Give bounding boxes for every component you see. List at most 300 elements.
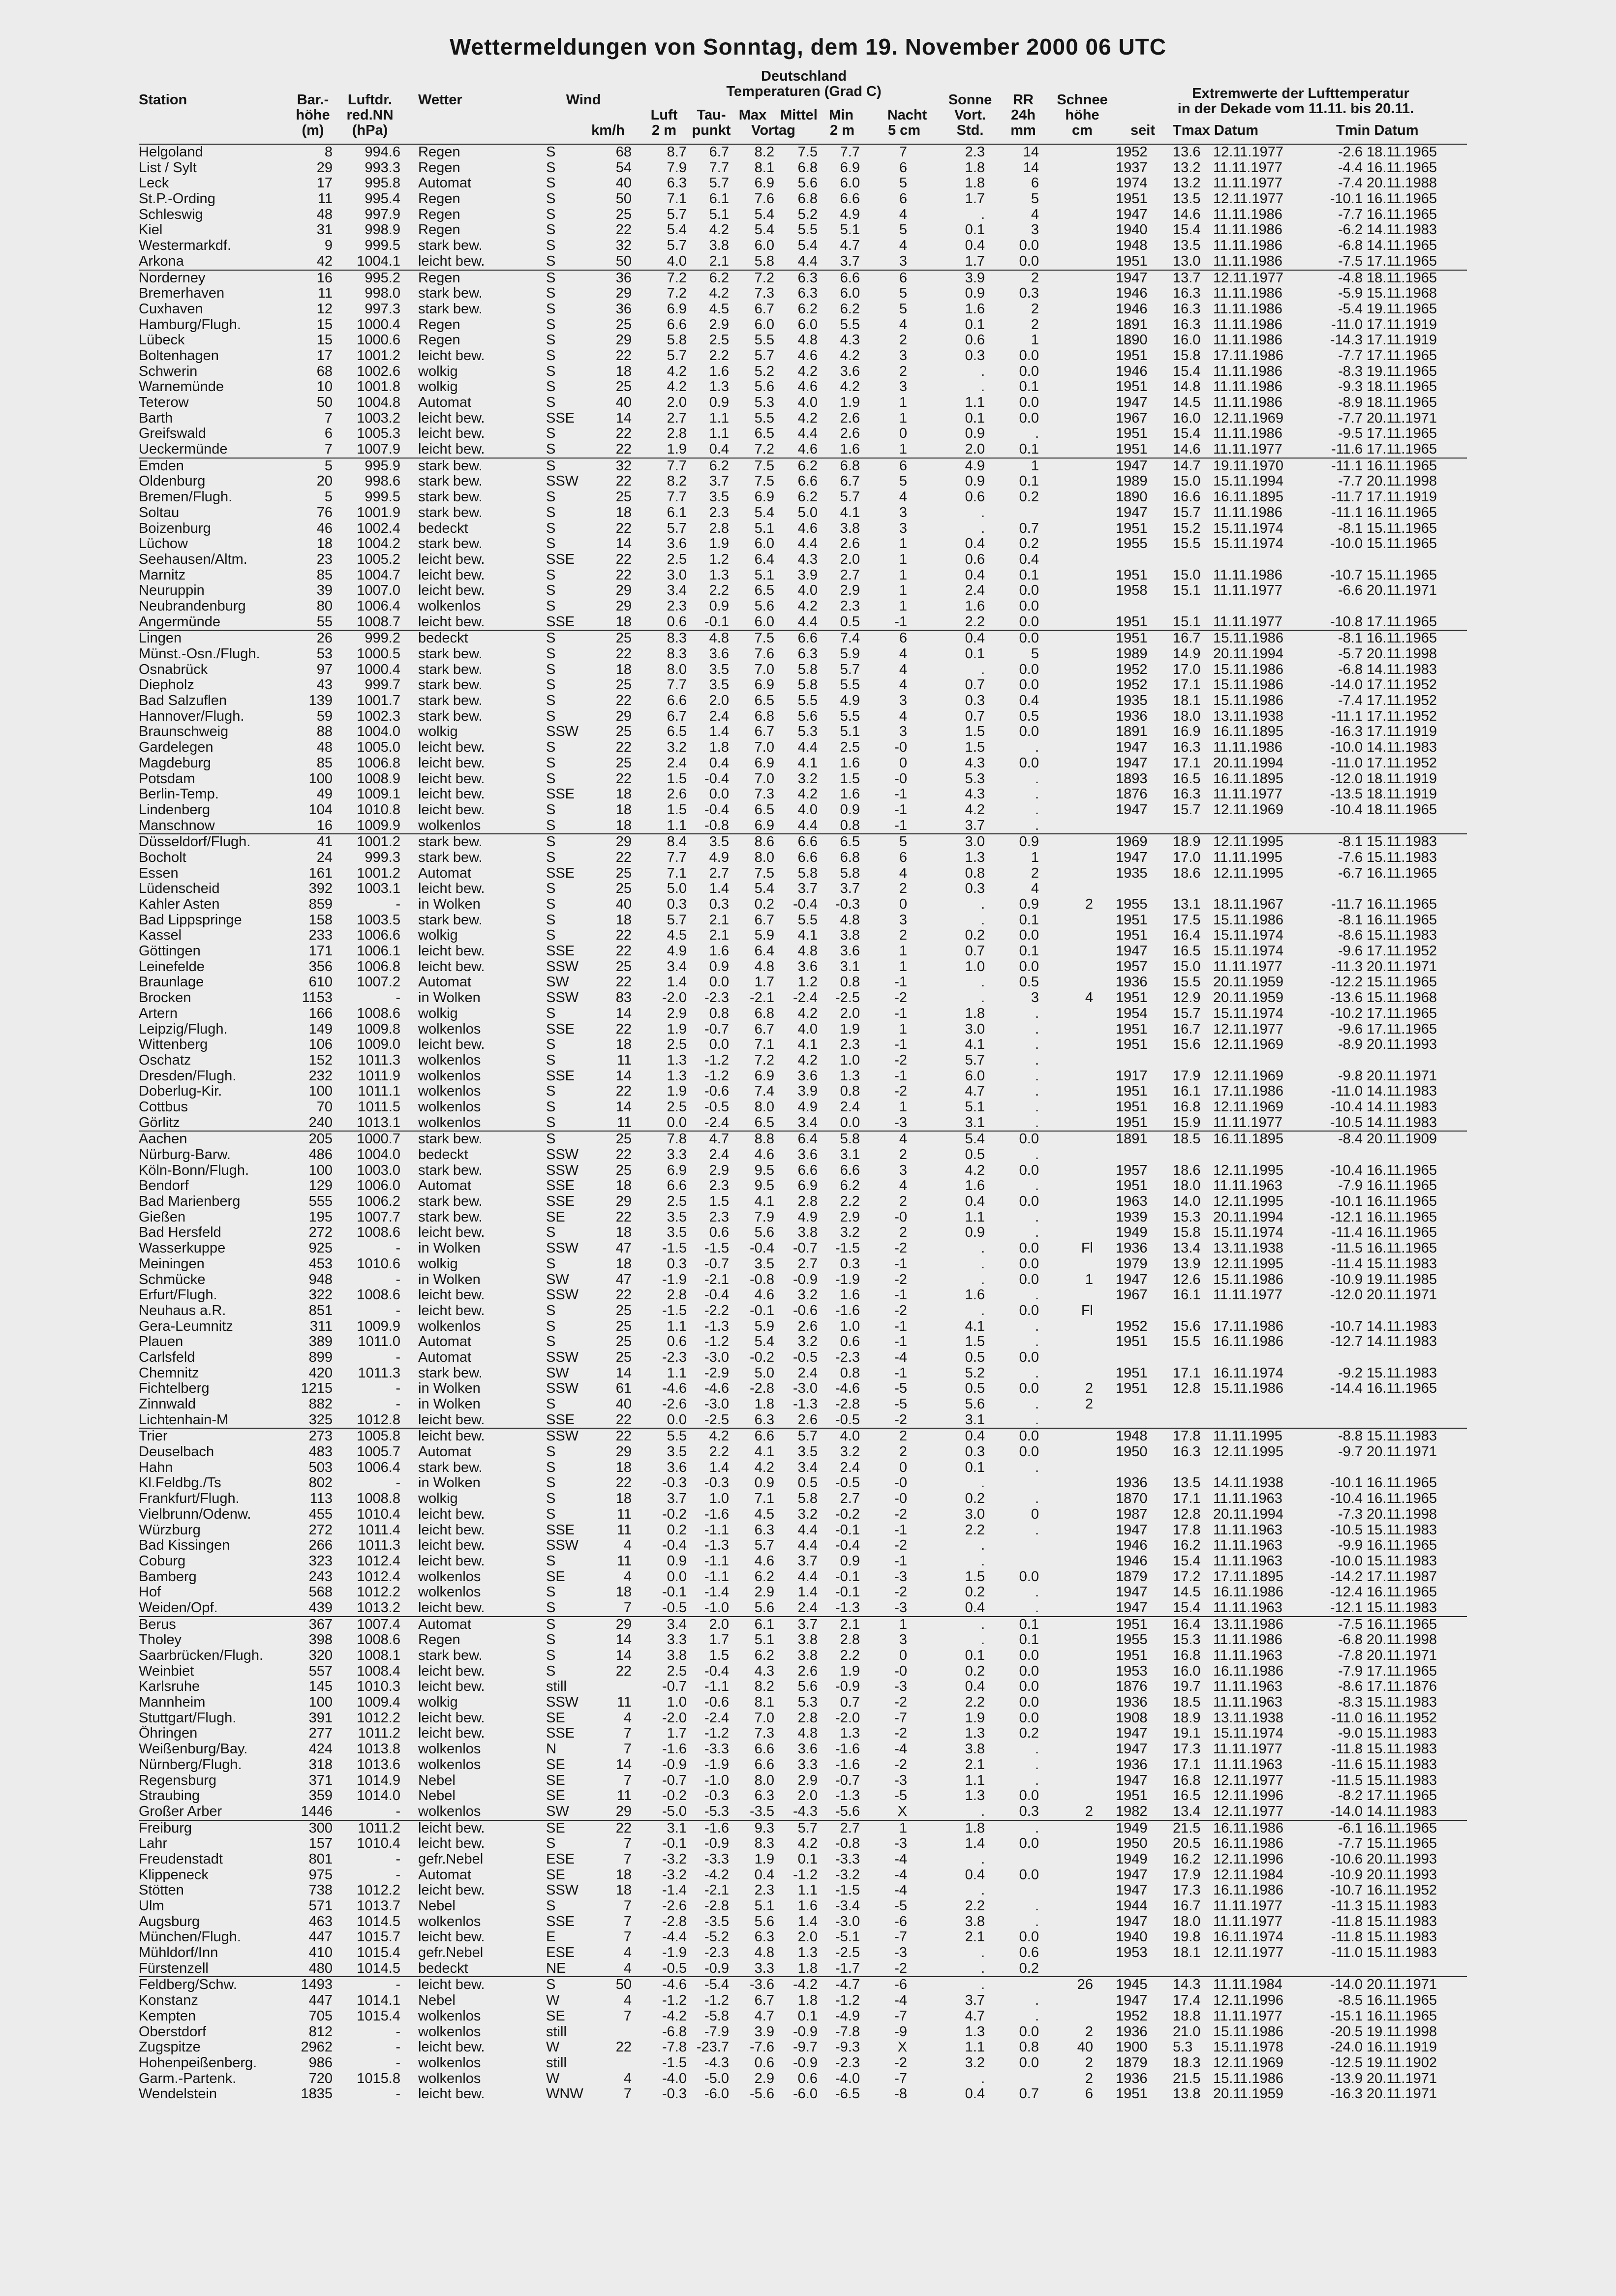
cell-rr-24h: 0.0	[1019, 1663, 1039, 1679]
cell-seit: 1949	[1116, 1820, 1148, 1836]
cell-max-vortag: 6.7	[754, 301, 774, 317]
cell-nacht-5cm: -2	[894, 1506, 907, 1522]
cell-luft-2m: -4.2	[662, 2008, 687, 2024]
cell-seit: 1946	[1116, 363, 1148, 379]
cell-nacht-5cm: 6	[899, 630, 907, 646]
cell-min-2m: 4.3	[840, 332, 860, 348]
cell-luft-2m: -4.0	[662, 2070, 687, 2086]
cell-taupunkt: -7.9	[704, 2023, 729, 2040]
cell-min-2m: 1.0	[840, 1318, 860, 1334]
cell-station: Meiningen	[139, 1255, 205, 1272]
cell-min-2m: -4.7	[835, 1977, 860, 1993]
cell-station: Lahr	[139, 1836, 168, 1852]
table-row	[139, 1491, 1467, 1507]
cell-wetter: in Wolken	[418, 1475, 481, 1491]
cell-tmin-datum: 18.11.1965	[1367, 801, 1437, 818]
cell-station: Greifswald	[139, 426, 206, 442]
cell-luftdruck: 1013.8	[357, 1741, 400, 1757]
cell-mittel: 2.6	[797, 1411, 818, 1428]
cell-bar-hoehe: 129	[308, 1178, 333, 1194]
cell-tmax-datum: 11.11.1963	[1213, 1679, 1282, 1695]
cell-sonne: 0.6	[965, 489, 985, 505]
cell-tmax: 15.7	[1173, 801, 1201, 818]
cell-mittel: 3.2	[797, 1287, 818, 1303]
cell-mittel: 4.2	[797, 1052, 818, 1068]
cell-tmin: -9.8	[1338, 1068, 1363, 1084]
cell-seit: 1958	[1116, 582, 1148, 599]
cell-bar-hoehe: 801	[308, 1851, 333, 1867]
cell-rr-24h: 0.0	[1019, 1380, 1039, 1397]
cell-tmin: -11.8	[1331, 1913, 1363, 1929]
cell-rr-24h: 1	[1031, 458, 1039, 474]
cell-max-vortag: 7.9	[754, 1209, 774, 1225]
cell-wetter: in Wolken	[418, 1396, 481, 1412]
cell-wind-kmh: 22	[615, 347, 632, 364]
cell-station: Bad Kissingen	[139, 1537, 230, 1554]
cell-sonne: 2.2	[965, 1898, 985, 1914]
cell-max-vortag: 6.4	[754, 551, 774, 567]
cell-mittel: 4.4	[797, 426, 818, 442]
cell-tmin-datum: 15.11.1968	[1367, 285, 1437, 302]
cell-nacht-5cm: -1	[894, 1522, 907, 1538]
cell-max-vortag: 6.4	[754, 943, 774, 959]
cell-tmax-datum: 17.11.1986	[1213, 1083, 1283, 1100]
cell-luftdruck: 999.2	[365, 630, 400, 646]
cell-max-vortag: 7.5	[754, 458, 774, 474]
cell-bar-hoehe: 1835	[301, 2086, 333, 2102]
cell-taupunkt: 1.0	[709, 1491, 729, 1507]
cell-nacht-5cm: -1	[894, 1068, 907, 1084]
cell-max-vortag: 7.6	[754, 646, 774, 662]
cell-bar-hoehe: 555	[308, 1194, 333, 1210]
cell-nacht-5cm: 2	[899, 1444, 907, 1460]
cell-rr-24h: 0.0	[1019, 724, 1039, 740]
cell-rr-24h: 0.0	[1019, 958, 1039, 975]
cell-max-vortag: 5.6	[754, 1599, 774, 1616]
cell-wind-kmh: 25	[615, 1349, 632, 1365]
cell-taupunkt: -1.2	[704, 1068, 729, 1084]
cell-bar-hoehe: 483	[308, 1444, 333, 1460]
cell-wetter: leicht bew.	[418, 1710, 485, 1726]
cell-tmax: 19.7	[1173, 1679, 1201, 1695]
cell-bar-hoehe: 23	[316, 551, 333, 567]
cell-rr-24h: .	[1035, 1037, 1039, 1053]
header-luftdr-1: Luftdr.	[347, 92, 393, 108]
cell-min-2m: 2.1	[840, 1616, 860, 1632]
cell-tmax: 15.4	[1173, 222, 1201, 238]
cell-wind-richtung: S	[546, 1005, 556, 1021]
cell-mittel: 6.2	[797, 458, 818, 474]
cell-luft-2m: -2.6	[662, 1396, 687, 1412]
cell-tmax-datum: 20.11.1994	[1213, 646, 1283, 662]
cell-wetter: stark bew.	[418, 1459, 483, 1475]
cell-mittel: 5.6	[797, 175, 818, 191]
cell-bar-hoehe: 48	[316, 739, 333, 756]
cell-tmax: 13.6	[1173, 144, 1201, 160]
cell-rr-24h: 0.0	[1019, 395, 1039, 410]
cell-mittel: 3.6	[797, 1147, 818, 1163]
cell-luftdruck: -	[396, 1867, 400, 1883]
cell-tmax: 15.2	[1173, 520, 1201, 536]
cell-tmin: -11.0	[1331, 1945, 1363, 1961]
table-row	[139, 599, 1467, 614]
cell-tmax: 18.0	[1173, 1913, 1201, 1929]
table-row	[139, 1664, 1467, 1680]
cell-sonne: .	[980, 1537, 985, 1554]
cell-nacht-5cm: -2	[894, 1083, 907, 1100]
cell-luftdruck: 1011.5	[358, 1099, 400, 1115]
cell-wind-kmh: 22	[615, 739, 632, 756]
table-row	[139, 1100, 1467, 1115]
cell-luftdruck: 994.6	[365, 144, 400, 160]
cell-wetter: leicht bew.	[418, 1287, 485, 1303]
cell-min-2m: 0.5	[840, 613, 860, 630]
cell-rr-24h: 0.2	[1019, 1960, 1039, 1976]
cell-min-2m: -3.4	[835, 1898, 860, 1914]
cell-tmax-datum: 15.11.1978	[1213, 2039, 1283, 2055]
cell-sonne: 0.4	[965, 1428, 985, 1444]
cell-mittel: 4.0	[797, 1021, 818, 1037]
cell-min-2m: -5.1	[835, 1929, 860, 1945]
cell-taupunkt: 2.7	[709, 865, 729, 881]
cell-tmin-datum: 14.11.1965	[1367, 238, 1437, 254]
header-bar-hoehe-1: Bar.-	[297, 92, 329, 108]
cell-luftdruck: 1010.4	[357, 1506, 400, 1522]
cell-schneehoehe: 40	[1077, 2039, 1093, 2055]
cell-rr-24h: 1	[1031, 849, 1039, 865]
cell-tmin: -7.3	[1338, 1506, 1363, 1522]
cell-tmax-datum: 15.11.1986	[1213, 661, 1283, 677]
cell-nacht-5cm: -0	[894, 770, 907, 787]
cell-max-vortag: 4.5	[754, 1506, 774, 1522]
cell-wetter: Regen	[418, 206, 460, 222]
cell-tmin-datum: 16.11.1952	[1367, 1710, 1437, 1726]
cell-tmin-datum: 20.11.1971	[1367, 582, 1437, 599]
cell-mittel: 2.6	[797, 1318, 818, 1334]
cell-wind-richtung: S	[546, 849, 556, 865]
cell-min-2m: 3.1	[840, 1147, 860, 1163]
cell-wind-kmh: 22	[615, 473, 632, 490]
cell-rr-24h: .	[1035, 1365, 1039, 1381]
cell-taupunkt: 6.2	[709, 458, 729, 474]
cell-wind-richtung: SSW	[546, 1287, 579, 1303]
cell-sonne: 0.1	[965, 646, 985, 662]
cell-wind-kmh: 54	[615, 159, 632, 176]
cell-min-2m: -0.2	[835, 1506, 860, 1522]
cell-mittel: 1.4	[797, 1913, 818, 1929]
cell-luft-2m: 2.3	[667, 598, 687, 614]
cell-station: München/Flugh.	[139, 1929, 241, 1945]
cell-tmin: -15.1	[1330, 2008, 1363, 2024]
cell-station: Gardelegen	[139, 739, 213, 756]
cell-tmax-datum: 12.11.1969	[1213, 1068, 1283, 1084]
cell-min-2m: 2.3	[840, 598, 860, 614]
cell-rr-24h: .	[1035, 1334, 1039, 1350]
cell-mittel: 3.8	[797, 1648, 818, 1663]
cell-wetter: Automat	[418, 1444, 471, 1460]
cell-sonne: 4.9	[965, 458, 985, 474]
cell-luftdruck: 998.0	[365, 285, 400, 302]
cell-sonne: .	[980, 974, 985, 990]
cell-rr-24h: 1	[1031, 332, 1039, 348]
cell-station: Leck	[139, 175, 169, 191]
table-row	[139, 1820, 1467, 1837]
cell-nacht-5cm: -2	[894, 1302, 907, 1318]
cell-luft-2m: 3.0	[667, 567, 687, 583]
cell-tmax: 15.5	[1173, 1334, 1201, 1350]
cell-tmin: -16.3	[1330, 2086, 1363, 2102]
cell-taupunkt: -2.1	[704, 1882, 729, 1898]
cell-tmin: -10.2	[1330, 1005, 1363, 1021]
cell-luft-2m: 4.2	[667, 379, 687, 395]
cell-bar-hoehe: 88	[316, 724, 333, 740]
cell-tmax-datum: 11.11.1986	[1213, 316, 1282, 333]
cell-station: Augsburg	[139, 1913, 200, 1929]
cell-tmin-datum: 15.11.1965	[1367, 1836, 1437, 1852]
cell-tmin-datum: 16.11.1965	[1367, 1240, 1437, 1256]
cell-taupunkt: -1.1	[704, 1553, 729, 1569]
cell-nacht-5cm: 1	[899, 551, 907, 567]
cell-bar-hoehe: 195	[308, 1209, 333, 1225]
cell-sonne: 5.1	[965, 1099, 985, 1115]
cell-nacht-5cm: -0	[894, 1209, 907, 1225]
cell-sonne: 1.3	[965, 1725, 985, 1742]
cell-wind-richtung: still	[546, 2054, 567, 2071]
cell-mittel: 5.3	[797, 724, 818, 740]
cell-tmax-datum: 15.11.1986	[1213, 2070, 1283, 2086]
cell-tmin: -11.7	[1331, 896, 1363, 912]
cell-max-vortag: 4.2	[754, 1459, 774, 1475]
cell-wind-kmh: 50	[615, 1977, 632, 1993]
cell-taupunkt: -1.9	[704, 1756, 729, 1773]
cell-min-2m: 2.5	[840, 739, 860, 756]
cell-station: Westermarkdf.	[139, 238, 232, 254]
cell-bar-hoehe: 503	[308, 1459, 333, 1475]
cell-bar-hoehe: 10	[316, 379, 333, 395]
cell-tmax-datum: 11.11.1986	[1213, 332, 1282, 348]
cell-tmax-datum: 16.11.1986	[1213, 1882, 1283, 1898]
cell-taupunkt: -2.3	[704, 990, 729, 1006]
cell-station: Boltenhagen	[139, 347, 219, 364]
cell-wetter: wolkenlos	[418, 1568, 481, 1585]
cell-luft-2m: -3.2	[662, 1851, 687, 1867]
table-row	[139, 442, 1467, 458]
cell-bar-hoehe: 439	[308, 1599, 333, 1616]
cell-wetter: leicht bew.	[418, 1537, 485, 1554]
cell-tmin: -20.5	[1330, 2023, 1363, 2040]
cell-tmin: -12.7	[1330, 1334, 1363, 1350]
cell-luft-2m: 3.2	[667, 739, 687, 756]
cell-wind-richtung: SE	[546, 2008, 565, 2024]
cell-seit: 1951	[1116, 1648, 1148, 1663]
cell-taupunkt: 0.3	[709, 896, 729, 912]
cell-tmin: -10.5	[1330, 1522, 1363, 1538]
cell-tmin-datum: 20.11.1998	[1367, 1632, 1437, 1648]
cell-nacht-5cm: X	[897, 2039, 907, 2055]
cell-wind-richtung: S	[546, 881, 556, 897]
table-row	[139, 1867, 1467, 1883]
cell-taupunkt: -4.2	[704, 1867, 729, 1883]
cell-bar-hoehe: 1153	[302, 990, 333, 1006]
cell-tmax-datum: 15.11.1974	[1213, 1225, 1283, 1241]
cell-luftdruck: 1014.1	[357, 1992, 400, 2009]
cell-wind-kmh: 18	[615, 1584, 632, 1600]
cell-rr-24h: .	[1035, 1052, 1039, 1068]
cell-taupunkt: -1.2	[704, 1052, 729, 1068]
cell-rr-24h: 0.8	[1019, 2039, 1039, 2055]
cell-sonne: 0.4	[965, 1599, 985, 1616]
cell-max-vortag: 3.5	[754, 1255, 774, 1272]
cell-wind-kmh: 14	[615, 1099, 632, 1115]
cell-wind-kmh: 7	[623, 2086, 632, 2102]
cell-station: Berus	[139, 1616, 176, 1632]
cell-wind-kmh: 7	[623, 1599, 632, 1616]
cell-sonne: 3.2	[965, 2054, 985, 2071]
cell-seit: 1947	[1116, 206, 1148, 222]
cell-wind-richtung: SSE	[546, 1913, 575, 1929]
cell-luft-2m: 1.1	[667, 817, 687, 833]
cell-min-2m: 6.0	[840, 285, 860, 302]
cell-taupunkt: 0.9	[709, 395, 729, 410]
cell-bar-hoehe: 11	[317, 285, 333, 302]
cell-luft-2m: 6.5	[667, 724, 687, 740]
cell-wind-kmh: 18	[615, 363, 632, 379]
cell-station: Wendelstein	[139, 2086, 217, 2102]
table-row	[139, 1053, 1467, 1069]
cell-tmin: -12.2	[1330, 974, 1363, 990]
cell-wind-kmh: 22	[615, 1083, 632, 1100]
cell-wind-richtung: SSE	[546, 1068, 575, 1084]
cell-nacht-5cm: 1	[899, 1616, 907, 1632]
cell-max-vortag: 5.8	[754, 253, 774, 269]
cell-wind-kmh: 4	[623, 1537, 632, 1554]
cell-rr-24h: 0.2	[1019, 1725, 1039, 1742]
cell-nacht-5cm: 3	[899, 347, 907, 364]
cell-wind-richtung: S	[546, 270, 556, 286]
cell-luftdruck: 1012.2	[357, 1882, 400, 1898]
cell-tmax: 17.0	[1173, 849, 1201, 865]
cell-wind-kmh: 11	[616, 1522, 632, 1538]
cell-nacht-5cm: -1	[894, 1553, 907, 1569]
cell-luft-2m: -1.4	[662, 1882, 687, 1898]
cell-seit: 1951	[1116, 2086, 1148, 2102]
cell-tmin-datum: 20.11.1993	[1367, 1851, 1437, 1867]
cell-nacht-5cm: 6	[899, 159, 907, 176]
cell-luftdruck: 1006.8	[357, 958, 400, 975]
cell-luft-2m: -1.5	[662, 1302, 687, 1318]
table-row	[139, 1225, 1467, 1241]
cell-mittel: 6.3	[797, 285, 818, 302]
cell-tmin-datum: 17.11.1965	[1367, 1663, 1437, 1679]
cell-tmin-datum: 16.11.1965	[1367, 504, 1437, 520]
cell-wetter: in Wolken	[418, 1240, 481, 1256]
cell-rr-24h: 0	[1031, 1506, 1039, 1522]
cell-wind-richtung: SSW	[546, 1694, 579, 1711]
cell-luftdruck: -	[396, 990, 400, 1006]
cell-seit: 1952	[1116, 144, 1148, 160]
cell-max-vortag: -0.2	[750, 1349, 774, 1365]
cell-min-2m: 1.3	[840, 1068, 860, 1084]
cell-nacht-5cm: 4	[899, 238, 907, 254]
cell-tmin: -11.3	[1331, 1898, 1363, 1914]
cell-seit: 1979	[1116, 1255, 1148, 1272]
cell-tmin-datum: 15.11.1983	[1367, 849, 1437, 865]
cell-wind-richtung: SW	[546, 974, 569, 990]
cell-tmax-datum: 15.11.1994	[1213, 473, 1283, 490]
cell-schneehoehe: 2	[1085, 1803, 1093, 1819]
cell-station: Hannover/Flugh.	[139, 708, 244, 724]
cell-tmax-datum: 20.11.1994	[1213, 755, 1283, 771]
cell-tmax-datum: 15.11.1986	[1213, 630, 1283, 646]
cell-luft-2m: 6.1	[667, 504, 687, 520]
cell-rr-24h: 0.1	[1019, 912, 1039, 928]
cell-wind-kmh: 25	[615, 677, 632, 693]
cell-tmin: -8.3	[1338, 1694, 1363, 1711]
cell-tmin-datum: 16.11.1965	[1367, 206, 1437, 222]
cell-sonne: 0.4	[965, 630, 985, 646]
cell-max-vortag: 6.2	[754, 1568, 774, 1585]
cell-max-vortag: 6.3	[754, 1788, 774, 1804]
cell-wind-richtung: SE	[546, 1820, 565, 1836]
cell-max-vortag: 8.3	[754, 1836, 774, 1852]
cell-station: Würzburg	[139, 1522, 201, 1538]
cell-seit: 1952	[1116, 677, 1148, 693]
cell-taupunkt: -2.4	[704, 1114, 729, 1131]
cell-min-2m: -2.5	[835, 1945, 860, 1961]
cell-tmax-datum: 11.11.1977	[1213, 1898, 1282, 1914]
cell-station: Diepholz	[139, 677, 194, 693]
cell-sonne: 0.7	[965, 677, 985, 693]
cell-mittel: 2.7	[797, 1255, 818, 1272]
cell-station: Arkona	[139, 253, 184, 269]
cell-min-2m: 2.2	[840, 1648, 860, 1663]
cell-mittel: -3.0	[793, 1380, 818, 1397]
cell-nacht-5cm: 4	[899, 677, 907, 693]
cell-max-vortag: 3.9	[754, 2023, 774, 2040]
cell-min-2m: 5.8	[840, 1131, 860, 1147]
cell-luft-2m: -0.2	[662, 1788, 687, 1804]
cell-sonne: .	[980, 1960, 985, 1976]
cell-station: Weiden/Opf.	[139, 1599, 218, 1616]
cell-taupunkt: -1.3	[704, 1318, 729, 1334]
cell-seit: 1879	[1116, 2054, 1148, 2071]
cell-bar-hoehe: 100	[308, 770, 333, 787]
cell-bar-hoehe: 9	[324, 238, 333, 254]
table-row	[139, 2024, 1467, 2040]
cell-luft-2m: 7.7	[667, 849, 687, 865]
cell-rr-24h: 0.0	[1019, 1302, 1039, 1318]
cell-wind-richtung: S	[546, 1898, 556, 1914]
cell-tmax: 21.5	[1173, 1820, 1201, 1836]
cell-luftdruck: 1005.2	[357, 551, 400, 567]
cell-luftdruck: 1001.2	[357, 865, 400, 881]
cell-tmax-datum: 11.11.1986	[1213, 253, 1282, 269]
cell-wetter: wolkig	[418, 1005, 458, 1021]
cell-luft-2m: 7.7	[667, 458, 687, 474]
cell-luftdruck: 1005.7	[357, 1444, 400, 1460]
cell-bar-hoehe: 568	[308, 1584, 333, 1600]
cell-wind-kmh: 18	[615, 504, 632, 520]
cell-nacht-5cm: 6	[899, 458, 907, 474]
cell-tmin-datum: 18.11.1965	[1367, 379, 1437, 395]
cell-luft-2m: 3.1	[667, 1820, 687, 1836]
cell-tmax-datum: 16.11.1986	[1213, 1836, 1283, 1852]
cell-tmax: 14.5	[1173, 395, 1201, 410]
cell-taupunkt: -3.3	[704, 1851, 729, 1867]
cell-wetter: leicht bew.	[418, 426, 485, 442]
cell-station: Lüdenscheid	[139, 881, 220, 897]
cell-tmax-datum: 12.11.1969	[1213, 1037, 1283, 1053]
